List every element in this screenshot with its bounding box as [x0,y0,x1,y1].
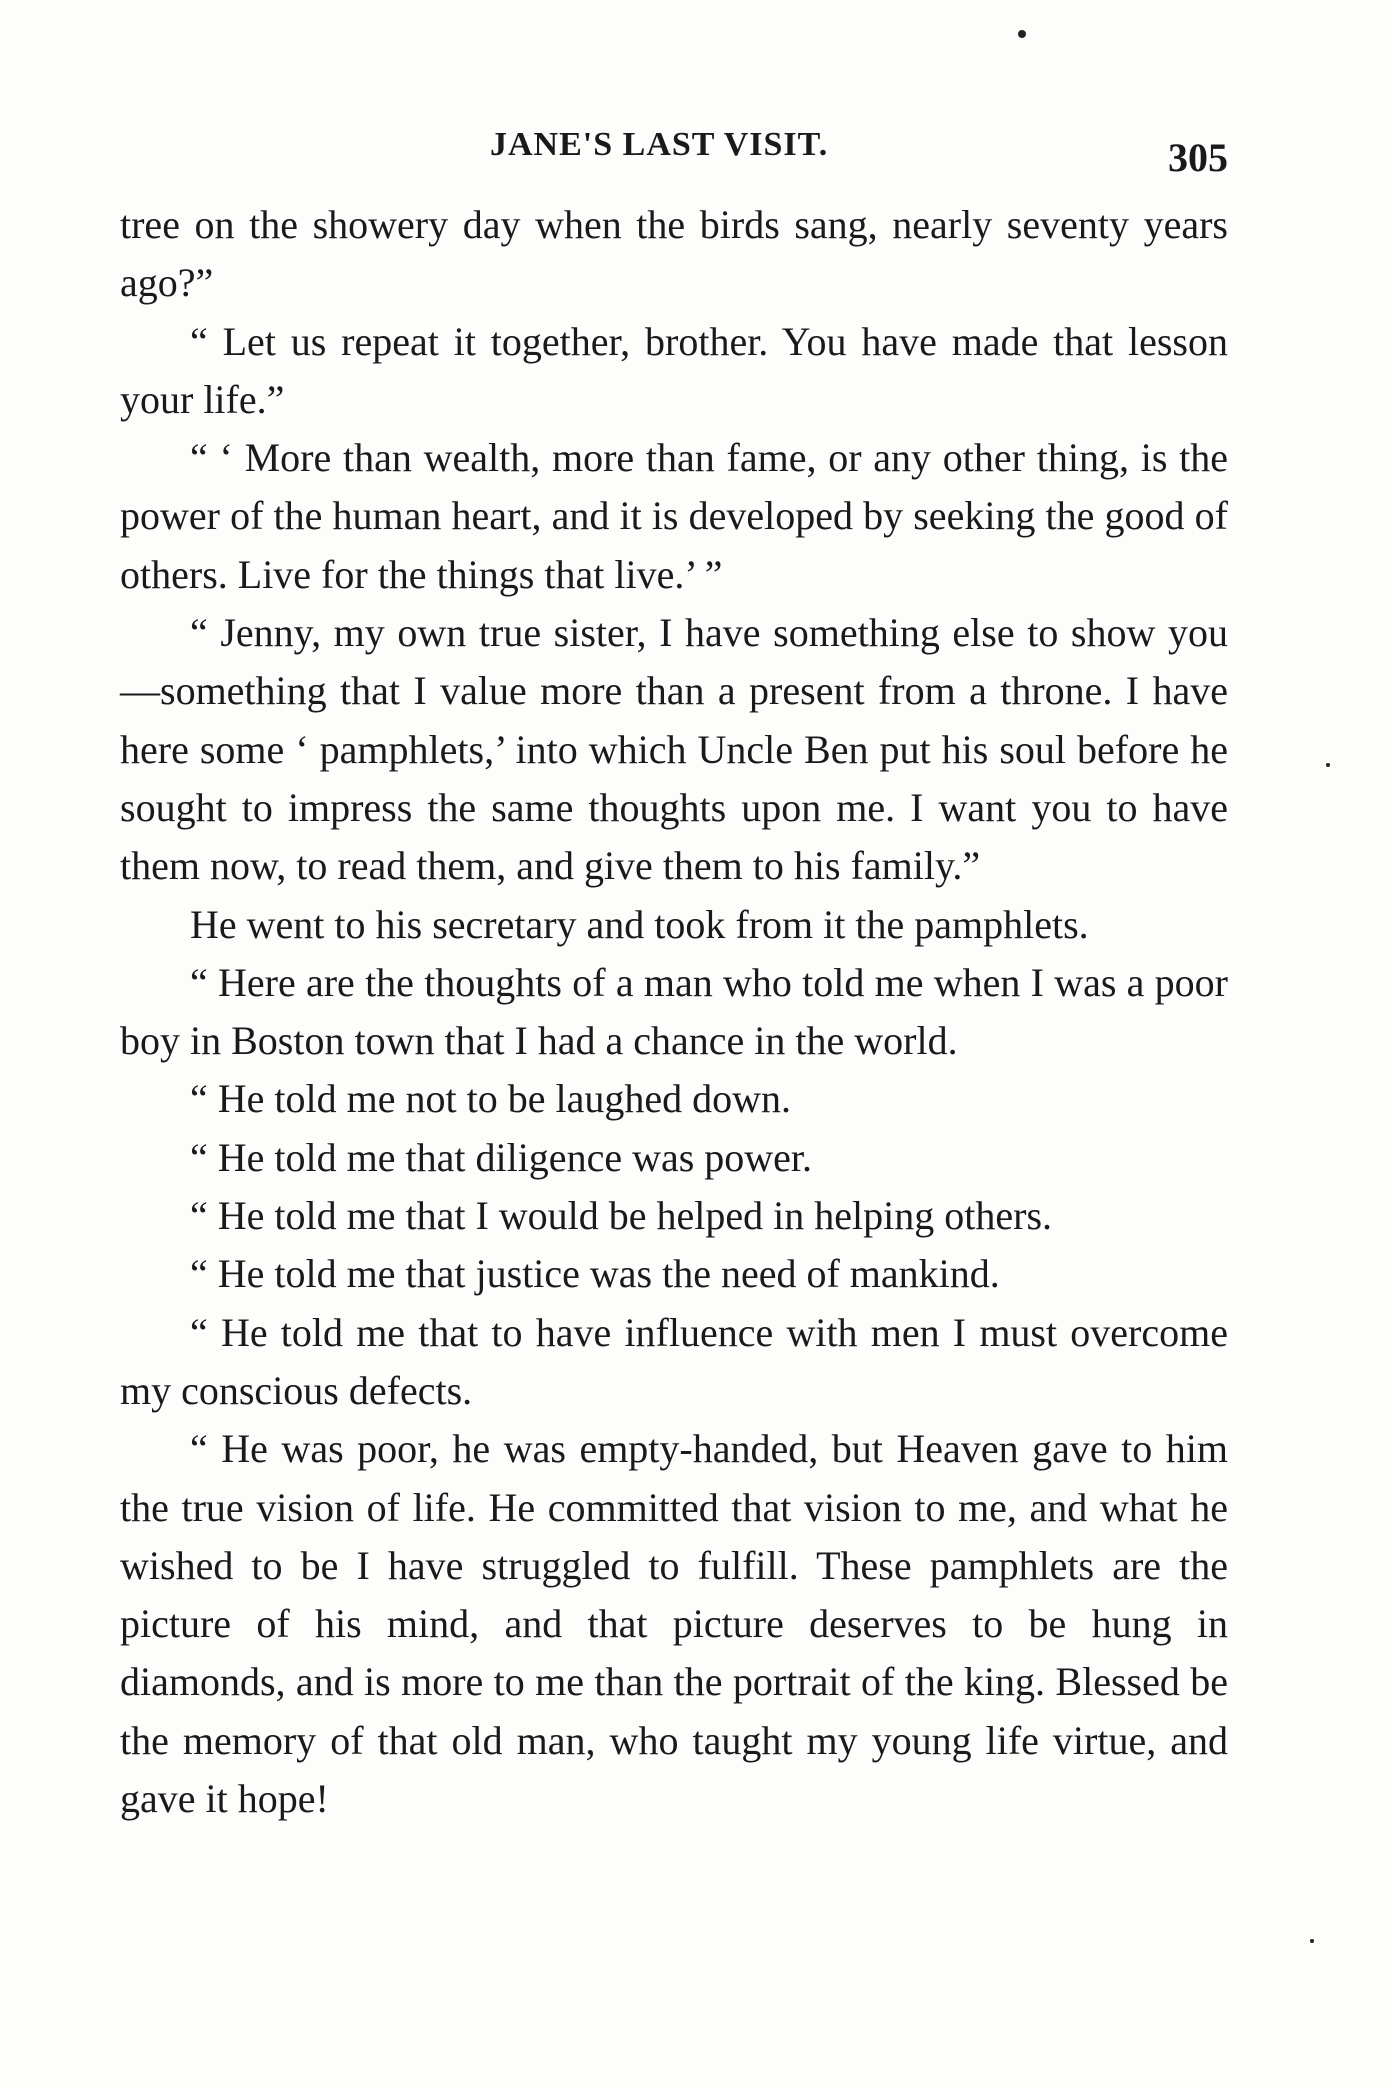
paragraph: “ He told me that justice was the need of mankind. [190,1251,1000,1297]
paragraph: “ Here are the thoughts of a man who told me when I was a poor boy in Boston town that I had a chance in the world. [120,959,1228,1064]
text-body [120,196,1228,1828]
ink-speck [1310,1939,1314,1943]
paragraph: He went to his secretary and took from it the pamphlets. [190,901,1089,947]
paragraph: “ He told me that to have influence with men I must overcome my conscious defects. [120,1309,1228,1413]
ink-speck [1326,763,1330,767]
running-head [120,118,1228,178]
paragraph: “ Let us repeat it together, brother. You have made that lesson your life.” [120,318,1228,422]
page-number: 305 [1168,135,1228,180]
paragraph: tree on the showery day when the birds sang, nearly seventy years ago?” [120,202,1228,306]
paragraph: “ He was poor, he was empty-handed, but Heaven gave to him the true vision of life. He committed that vision to me, and what he wished to be I have struggled to fulfill. These pamphlets are the picture of his mind, and that picture deserves to be hung in diamonds, and is more to me than the portrait of the king. Blessed be the memory of that old man, who taught my young life virtue, and gave it hope! [120,1426,1228,1822]
paragraph: “ He told me that diligence was power. [190,1134,813,1180]
paragraph: “ He told me not to be laughed down. [190,1076,791,1122]
ink-speck [1018,30,1026,38]
paragraph: “ ‘ More than wealth, more than fame, or any other thing, is the power of the human heart, and it is developed by seeking the good of others. Live for the things that live.’ ” [120,435,1228,597]
paragraph: “ He told me that I would be helped in helping others. [190,1193,1053,1239]
running-title: JANE'S LAST VISIT. [490,126,829,163]
paragraph: “ Jenny, my own true sister, I have something else to show you—something that I value more than a present from a throne. I have here some ‘ pamphlets,’ into which Uncle Ben put his soul before he sought to impress the same thoughts upon me. I want you to have them now, to read them, and give them to his family.” [120,610,1228,889]
